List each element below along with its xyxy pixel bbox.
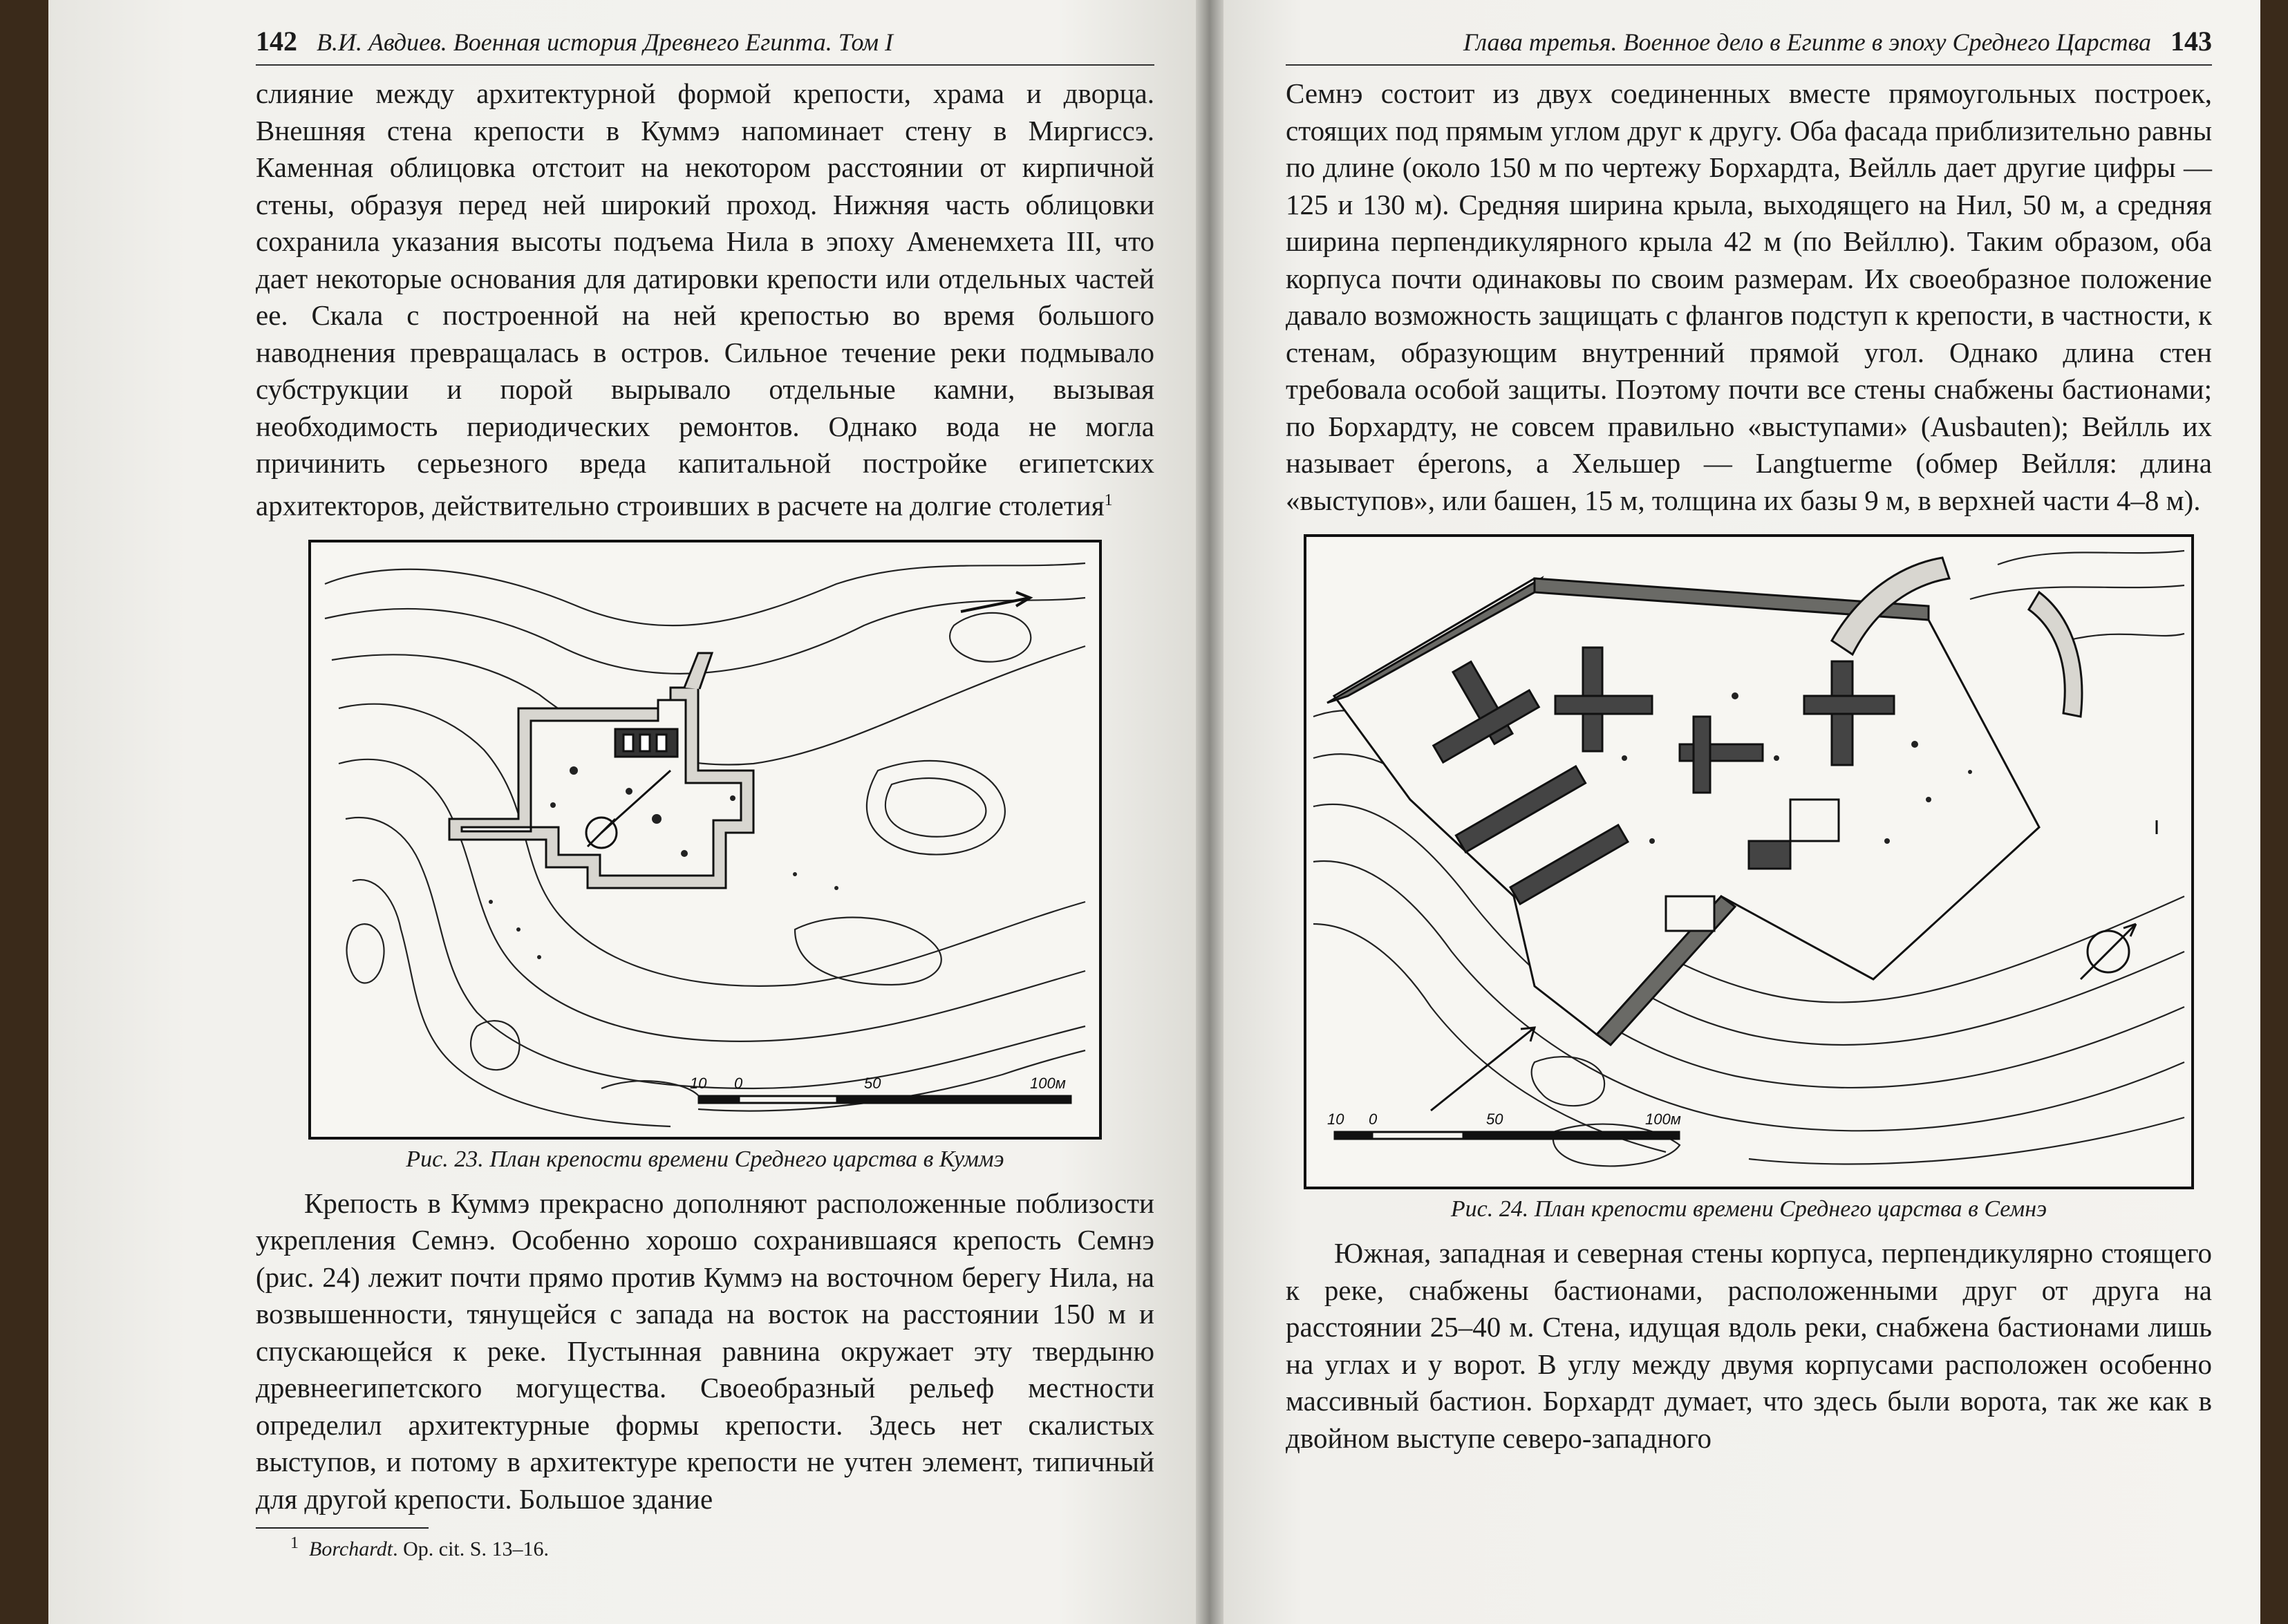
- left-paragraph-1: слияние между архитектурной формой крепости, храма и дворца. Внешняя стена крепости в Куммэ напоминает стену в Миргиссэ. Каменная облицовка отстоит на некотором расстоянии от кирпичной стены, образуя перед ней широкий проход. Нижняя часть облицовки сохранила указания высоты подъема Нила в эпоху Аменемхета III, что дает некоторые основания для датировки крепости или отдельных частей ее. Скала с построенной на ней крепостью во время большого наводнения превращалась в остров. Сильное течение реки подмывало субструкции и порой вырывало отдельные камни, вызывая необходимость периодических ремонтов. Однако вода не могла причинить серьезного вреда капитальной постройке египетских архитекторов, действительно строивших в расчете на долгие столетия$^1$: [256, 77, 1154, 522]
- footnote-author: Borchardt: [309, 1538, 393, 1561]
- map24-scale-label: 10: [1327, 1111, 1344, 1128]
- figure-24-caption: Рис. 24. План крепости времени Среднего царства в Семнэ: [1450, 1196, 2047, 1222]
- map23-scale-label: 10: [690, 1074, 707, 1092]
- right-running-title: Глава третья. Военное дело в Египте в эпоху Среднего Царства: [1463, 28, 2151, 56]
- map23-scale-label: 100м: [1030, 1074, 1066, 1092]
- map24-scale-label: 50: [1486, 1111, 1503, 1128]
- right-page-number: 143: [2170, 26, 2212, 57]
- right-paragraph-2: Южная, западная и северная стены корпуса, перпендикулярно стоящего к реке, снабжены бастионами, расположенными друг от друга на расстоянии 25–40 м. Стена, идущая вдоль реки, снабжена бастионами лишь на углах и у ворот. В углу между двумя корпусами расположен особенно массивный бастион. Борхардт думает, что здесь были ворота, так же как в двойном выступе северо-западного: [1286, 1237, 2212, 1454]
- map23-scale-label: 0: [734, 1074, 743, 1092]
- footnote: [290, 1534, 1154, 1561]
- left-page-number: 142: [256, 26, 297, 57]
- figure-23-caption: Рис. 23. План крепости времени Среднего царства в Куммэ: [406, 1146, 1004, 1172]
- map23-scale-label: 50: [864, 1074, 881, 1092]
- right-page: [1196, 0, 2260, 1624]
- left-running-title: В.И. Авдиев. Военная история Древнего Египта. Том I: [317, 28, 894, 56]
- book-gutter: [1196, 0, 1223, 1624]
- footnote-number: 1: [290, 1534, 299, 1553]
- map24-scale-label: 0: [1369, 1111, 1378, 1128]
- left-page: [48, 0, 1196, 1624]
- left-paragraph-2: Крепость в Куммэ прекрасно дополняют расположенные поблизости укрепления Семнэ. Особенно хорошо сохранившаяся крепость Семнэ (рис. 24) лежит почти прямо против Куммэ на восточном берегу Нила, на возвышенности, тянущейся с запада на восток на расстоянии 150 м и спускающейся к реке. Пустынная равнина окружает эту твердыню древнеегипетского могущества. Своеобразный рельеф местности определил архитектурные формы крепости. Здесь нет скалистых выступов, и потому в архитектуре крепости не учтен элемент, типичный для другой крепости. Большое здание: [256, 1187, 1154, 1515]
- footnote-ref: 1: [1104, 491, 1113, 509]
- figure-24: [1286, 534, 2212, 1235]
- right-running-head: [1286, 25, 2212, 66]
- footnote-text: . Op. cit. S. 13–16.: [393, 1538, 549, 1561]
- map24-scale-label: 100м: [1645, 1111, 1681, 1128]
- book-spread: [48, 0, 2260, 1624]
- semna-fortress-map: [1304, 534, 2194, 1189]
- figure-23: [256, 540, 1154, 1185]
- left-running-head: [256, 25, 1154, 66]
- kumma-fortress-map: [308, 540, 1102, 1140]
- footnote-rule: [256, 1527, 429, 1529]
- right-paragraph-1: Семнэ состоит из двух соединенных вместе прямоугольных построек, стоящих под прямым углом друг к другу. Оба фасада приблизительно равны по длине (около 150 м по чертежу Борхардта, Вейлль дает другие цифры — 125 и 130 м). Средняя ширина крыла, выходящего на Нил, 50 м, а средняя ширина перпендикулярного крыла 42 м (по Вейллю). Таким образом, оба корпуса почти одинаковы по своим размерам. Их своеобразное положение давало возможность защищать с флангов подступ к крепости, в частности, к стенам, образующим внутренний прямой угол. Однако длина стен требовала особой защиты. Поэтому почти все стены снабжены бастионами; по Борхардту, не совсем правильно «выступами» (Ausbauten); Вейлль их называет éperons, а Хельшер — Langtuerme (обмер Вейлля: длина «выступов», или башен, 15 м, толщина их базы 9 м, в верхней части 4–8 м).: [1286, 77, 2212, 516]
